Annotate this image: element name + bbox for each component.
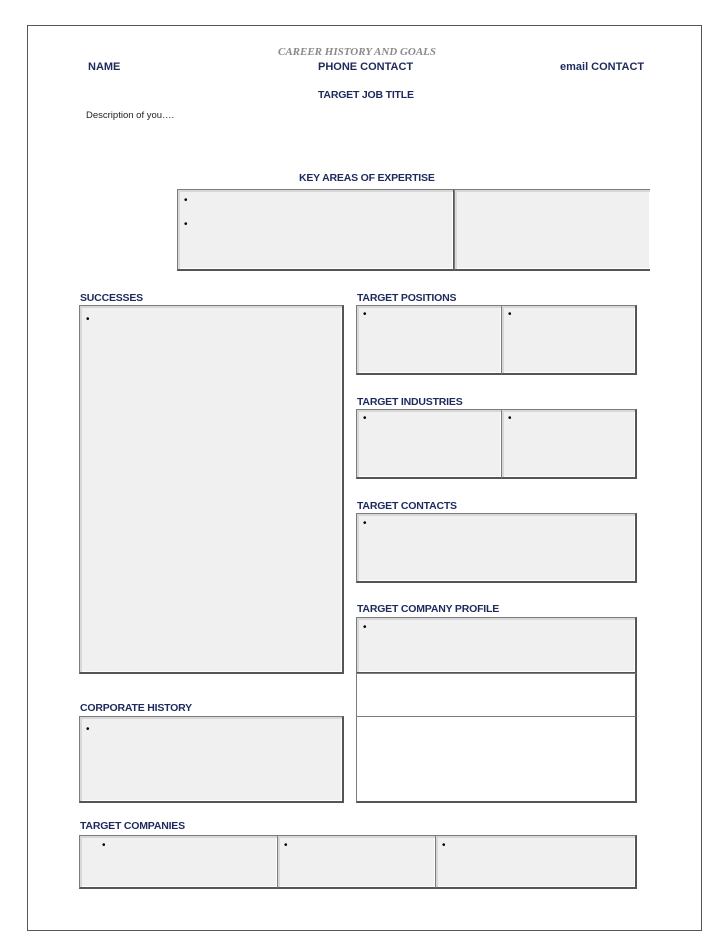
target-industries-box-right[interactable] [501, 409, 637, 479]
company-profile-extra-box[interactable] [356, 673, 637, 717]
company-profile-extra-box[interactable] [356, 716, 637, 803]
bullet-marker: • [86, 724, 90, 735]
bullet-marker: • [442, 840, 446, 851]
target-positions-box-left[interactable] [356, 305, 503, 375]
corporate-history-heading: CORPORATE HISTORY [80, 702, 192, 714]
bullet-marker: • [363, 413, 367, 424]
bullet-marker: • [508, 309, 512, 320]
bullet-marker: • [184, 219, 188, 230]
target-job-title-label: TARGET JOB TITLE [318, 89, 414, 101]
bullet-marker: • [508, 413, 512, 424]
successes-box[interactable] [79, 305, 344, 674]
name-field-label: NAME [88, 61, 121, 73]
description-text: Description of you…. [86, 110, 175, 121]
target-positions-heading: TARGET POSITIONS [357, 292, 457, 304]
target-industries-heading: TARGET INDUSTRIES [357, 396, 463, 408]
target-contacts-box[interactable] [356, 513, 637, 583]
key-areas-heading: KEY AREAS OF EXPERTISE [299, 172, 435, 184]
bullet-marker: • [102, 840, 106, 851]
target-companies-box-2[interactable] [277, 835, 437, 889]
email-contact-label: email CONTACT [560, 61, 645, 73]
target-positions-box-right[interactable] [501, 305, 637, 375]
target-companies-box-1[interactable] [79, 835, 279, 889]
target-company-profile-box[interactable] [356, 617, 637, 674]
bullet-marker: • [86, 314, 90, 325]
target-companies-box-3[interactable] [435, 835, 637, 889]
bullet-marker: • [363, 309, 367, 320]
target-companies-heading: TARGET COMPANIES [80, 820, 185, 832]
bullet-marker: • [184, 195, 188, 206]
bullet-marker: • [363, 518, 367, 529]
target-industries-box-left[interactable] [356, 409, 503, 479]
form-banner-title: CAREER HISTORY AND GOALS [278, 46, 437, 58]
corporate-history-box[interactable] [79, 716, 344, 803]
bullet-marker: • [363, 622, 367, 633]
phone-contact-label: PHONE CONTACT [318, 61, 414, 73]
key-areas-box-right[interactable] [454, 189, 650, 271]
successes-heading: SUCCESSES [80, 292, 143, 304]
key-areas-box-left[interactable] [177, 189, 455, 271]
target-company-profile-heading: TARGET COMPANY PROFILE [357, 603, 500, 615]
bullet-marker: • [284, 840, 288, 851]
target-contacts-heading: TARGET CONTACTS [357, 500, 457, 512]
